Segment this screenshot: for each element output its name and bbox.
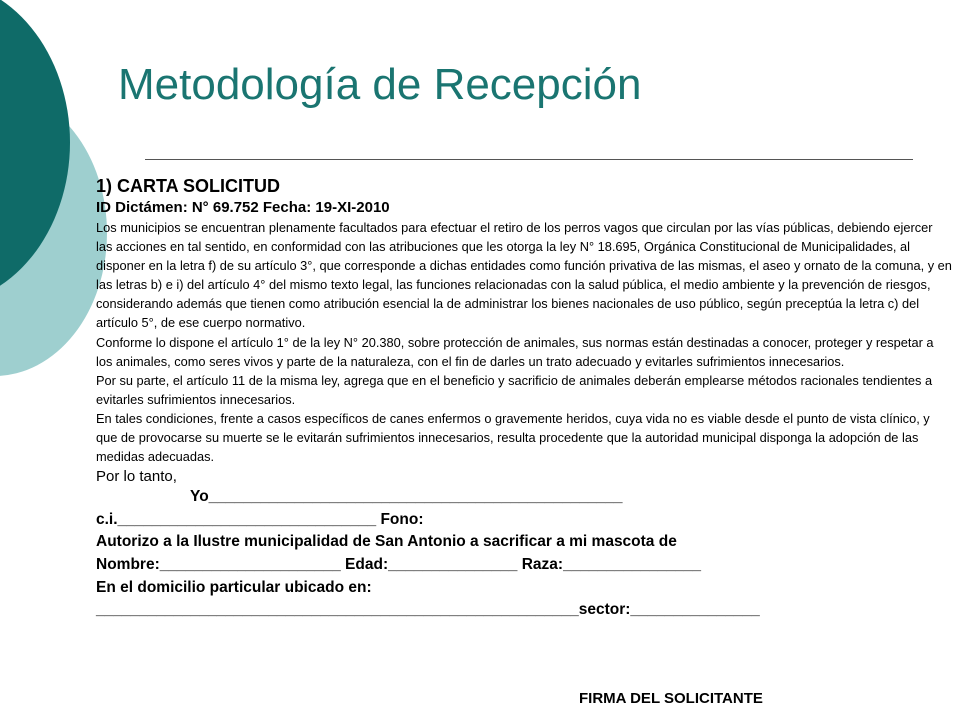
dictamen-reference: ID Dictámen: N° 69.752 Fecha: 19-XI-2010 xyxy=(96,199,390,216)
paragraph-articulo-11: Por su parte, el artículo 11 de la misma ley, agrega que en el beneficio y sacrificio de animales deberán emplearse métodos racionales tendientes a evitarles sufrimientos innecesarios. xyxy=(96,372,933,407)
slide-title: Metodología de Recepción xyxy=(118,60,642,109)
form-nombre-edad-raza-line: Nombre:_____________________ Edad:_______________ Raza:________________ xyxy=(96,556,701,573)
form-autorizo-line: Autorizo a la Ilustre municipalidad de San Antonio a sacrificar a mi mascota de xyxy=(96,533,677,551)
form-ci-fono-line: c.i.______________________________ Fono: xyxy=(96,510,424,528)
form-yo-line: Yo________________________________________________ xyxy=(190,488,623,506)
section-heading: 1) CARTA SOLICITUD xyxy=(96,176,280,196)
por-lo-tanto: Por lo tanto, xyxy=(96,468,177,486)
form-domicilio-line: En el domicilio particular ubicado en: xyxy=(96,578,372,596)
paragraph-condiciones: En tales condiciones, frente a casos específicos de canes enfermos o gravemente heridos, cuya vida no es viable desde el punto de vista clínico, y que de provocarse su muerte se le evitarán sufrimientos innecesarios, resulta procedente que la autoridad municipal disponga la adopción de las medidas adecuadas. xyxy=(96,410,930,465)
form-sector-line: ________________________________________________________sector:_______________ xyxy=(96,601,760,619)
signature-label: FIRMA DEL SOLICITANTE xyxy=(579,690,763,707)
slide-content xyxy=(96,174,952,622)
paragraph-ley-20380: Conforme lo dispone el artículo 1° de la ley N° 20.380, sobre protección de animales, sus normas están destinadas a conocer, proteger y respetar a los animales, como seres vivos y parte de la naturaleza, con el fin de darles un trato adecuado y evitarles sufrimientos innecesarios. xyxy=(96,334,934,369)
title-divider xyxy=(145,159,913,160)
paragraph-municipios: Los municipios se encuentran plenamente facultados para efectuar el retiro de los perros vagos que circulan por las vías públicas, debiendo ejercer las acciones en tal sentido, en conformidad con las atribuciones que les otorga la ley N° 18.695, Orgánica Constitucional de Municipalidades, al disponer en la letra f) de su artículo 3°, que corresponde a dichas entidades como función privativa de las mismas, el aseo y ornato de la comuna, y en las letras b) e i) del artículo 4° del mismo texto legal, las funciones relacionadas con la salud pública, el medio ambiente y la prevención de riesgos, considerando además que tienen como atribución esencial la de administrar los bienes nacionales de uso público, según preceptúa la letra c) del artículo 5°, de ese cuerpo normativo. xyxy=(96,220,952,331)
